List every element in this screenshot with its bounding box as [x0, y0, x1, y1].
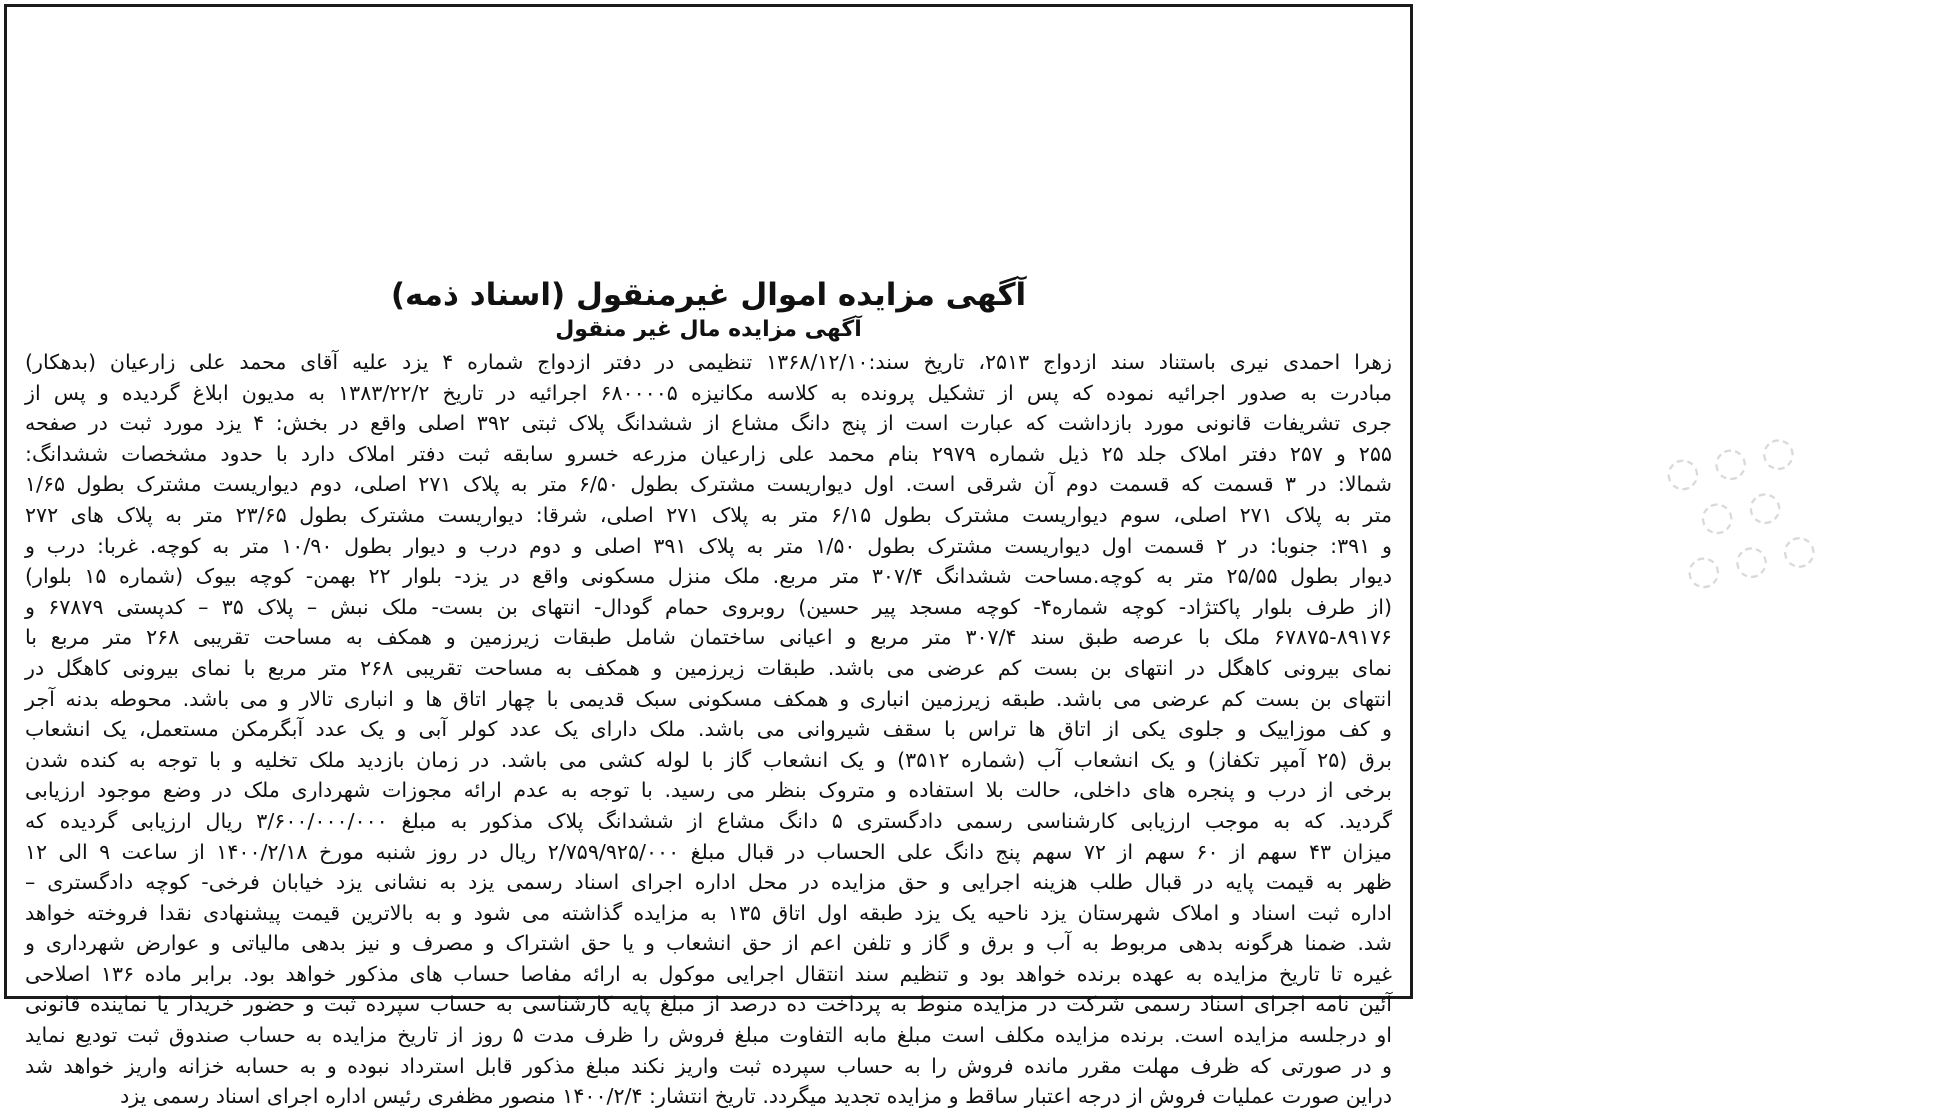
auction-notice	[4, 4, 1821, 1109]
notice-subtitle: آگهی مزایده مال غیر منقول	[555, 317, 862, 342]
body-line: آئین نامه اجرای اسناد رسمی شرکت در مزایده منوط به پرداخت ده درصد از مبلغ پایه کارشناسی به حساب سپرده ثبت و حضور خریدار یا نماینده قانونی	[25, 992, 1392, 1017]
body-line: او درجلسه مزایده است. برنده مزایده مکلف است مبلغ مابه التفاوت مبلغ فروش را ظرف مدت ۵ روز از تاریخ مزایده به حساب صندوق ثبت تودیع نماید	[25, 1023, 1392, 1048]
body-line: و در صورتی که ظرف مهلت مقرر مانده فروش را به حساب سپرده ثبت واریز نکند مبلغ مذکور قابل استرداد نبوده و به حسابه خزانه واریز خواهد شد	[25, 1053, 1392, 1078]
body-line-signature: دراین صورت عملیات فروش از درجه اعتبار ساقط و مزایده تجدید میگردد. تاریخ انتشار: ۱۴۰۰/۲/۴ منصور مظفری رئیس اداره اجرای اسناد رسمی یزد	[120, 1084, 1392, 1109]
body-line: برخی از درب و پنجره های داخلی، حالت بلا استفاده و متروک بنظر می رسید. با توجه به عدم ارائه مجوزات شهرداری ملک در وضع موجود ارزیابی	[25, 778, 1392, 803]
body-line: نمای بیرونی کاهگل در انتهای بن بست کم عرضی می باشد. طبقات زیرزمین و همکف به مساحت تقریبی ۲۶۸ متر مربع با نمای بیرونی کاهگل در	[25, 655, 1393, 680]
body-line: اداره ثبت اسناد و املاک شهرستان یزد ناحیه یک یزد طبقه اول اتاق ۱۳۵ به مزایده گذاشته می شود و به بالاترین قیمت پیشنهادی نقدا فروخته خواهد	[25, 900, 1392, 925]
faded-stamp-watermark: ◌ ◌ ◌ ◌ ◌ ◌ ◌ ◌	[1660, 426, 1821, 597]
body-line: (از طرف بلوار پاکتژاد- کوچه شماره۴- کوچه مسجد پیر حسین) روبروی حمام گودال- انتهای بن بست- ملک نبش – پلاک ۳۵ – کدپستی ۶۷۸۷۹ و	[25, 594, 1392, 619]
body-line: غیره تا تاریخ مزایده به عهده برنده خواهد بود و تنظیم سند انتقال اجرایی موکول به ارائه مفاصا حساب های مذکور خواهد بود. برابر ماده ۱۳۶ اصلاحی	[25, 961, 1393, 986]
body-line: دیوار بطول ۲۵/۵۵ متر به کوچه.مساحت ششدانگ ۳۰۷/۴ متر مربع. ملک منزل مسکونی واقع در یزد- بلوار ۲۲ بهمن- کوچه بیوک (شماره ۱۵ بلوار)	[25, 564, 1392, 589]
body-line: زهرا احمدی نیری باستناد سند ازدواج ۲۵۱۳، تاریخ سند:۱۳۶۸/۱۲/۱۰ تنظیمی در دفتر ازدواج شماره ۴ یزد علیه آقای محمد علی زارعیان (بدهکار)	[25, 350, 1392, 374]
body-line: ۶۷۸۷۵-۸۹۱۷۶ ملک با عرصه طبق سند ۳۰۷/۴ متر مربع و اعیانی ساختمان شامل طبقات زیرزمین و همکف به مساحت تقریبی ۲۶۸ متر مربع با	[25, 625, 1392, 650]
notice-title: آگهی مزایده اموال غیرمنقول (اسناد ذمه)	[390, 277, 1027, 313]
body-line: ظهر به قیمت پایه در قبال طلب هزینه اجرایی و حق مزایده در محل اداره اجرای اسناد رسمی یزد به نشانی یزد خیابان فرخی- کوچه دادگستری –	[25, 870, 1392, 895]
body-line: شد. ضمنا هرگونه بدهی مربوط به آب و برق و گاز و تلفن اعم از حق انشعاب و یا حق اشتراک و مصرف و نیز بدهی مالیاتی و عوارض شهرداری و	[25, 931, 1392, 956]
body-line: متر به پلاک ۲۷۱ اصلی، سوم دیواریست مشترک بطول ۶/۱۵ متر به پلاک ۲۷۱ اصلی، شرقا: دیواریست مشترک بطول ۲۳/۶۵ متر به پلاک های ۲۷۲	[25, 502, 1392, 527]
body-line: برق (۲۵ آمپر تکفاز) و یک انشعاب آب (شماره ۳۵۱۲) و یک انشعاب گاز با لوله کشی می باشد. در زمان بازدید ملک تخلیه و با توجه به کنده شدن	[25, 747, 1393, 772]
body-line: انتهای بن بست کم عرضی می باشد. طبقه زیرزمین انباری و همکف مسکونی سبک قدیمی با چهار اتاق ها و انباری تالار و می باشد. محوطه بدنه آجر	[25, 686, 1392, 711]
body-line: گردید. که به موجب ارزیابی کارشناسی رسمی دادگستری ۵ دانگ مشاع از ششدانگ پلاک مذکور به مبلغ ۳/۶۰۰/۰۰۰/۰۰۰ ریال ارزیابی گردیده که	[25, 808, 1392, 833]
body-line: میزان ۴۳ سهم از ۶۰ سهم از ۷۲ سهم پنج دانگ علی الحساب در قبال مبلغ ۲/۷۵۹/۹۲۵/۰۰۰ ریال در روز شنبه مورخ ۱۴۰۰/۲/۱۸ از ساعت ۹ الی ۱۲	[25, 839, 1392, 864]
notice-body	[25, 347, 1392, 1112]
body-line: مبادرت به صدور اجرائیه نموده که پس از تشکیل پرونده به کلاسه مکانیزه ۶۸۰۰۰۰۵ اجرائیه در تاریخ ۱۳۸۳/۲۲/۲ به مدیون ابلاغ گردیده و پس از	[25, 380, 1392, 405]
body-line: و ۳۹۱: جنوبا: در ۲ قسمت اول دیواریست مشترک بطول ۱/۵۰ متر به پلاک ۳۹۱ اصلی و دوم درب و دیوار بطول ۱۰/۹۰ متر به کوچه. غربا: درب و	[25, 533, 1392, 558]
body-line: ۲۵۵ و ۲۵۷ دفتر املاک جلد ۲۵ ذیل شماره ۲۹۷۹ بنام محمد علی زارعیان مزرعه خسرو سابقه ثبت دفتر املاک دارد با حدود مشخصات ششدانگ:	[25, 441, 1392, 466]
body-line: و کف موزاییک و جلوی یکی از اتاق ها تراس با سقف شیروانی می باشد. ملک دارای یک عدد کولر آبی و یک عدد آبگرمکن مستعمل، یک انشعاب	[25, 717, 1392, 742]
body-line: شمالا: در ۳ قسمت که قسمت دوم آن شرقی است. اول دیواریست مشترک بطول ۶/۵۰ متر به پلاک ۲۷۱ اصلی، دوم دیواریست مشترک بطول ۱/۶۵	[25, 472, 1392, 497]
body-line: جری تشریفات قانونی مورد بازداشت که عبارت است از پنج دانگ مشاع از ششدانگ پلاک ثبتی ۳۹۲ اصلی واقع در بخش: ۴ یزد مورد ثبت در صفحه	[25, 411, 1392, 436]
